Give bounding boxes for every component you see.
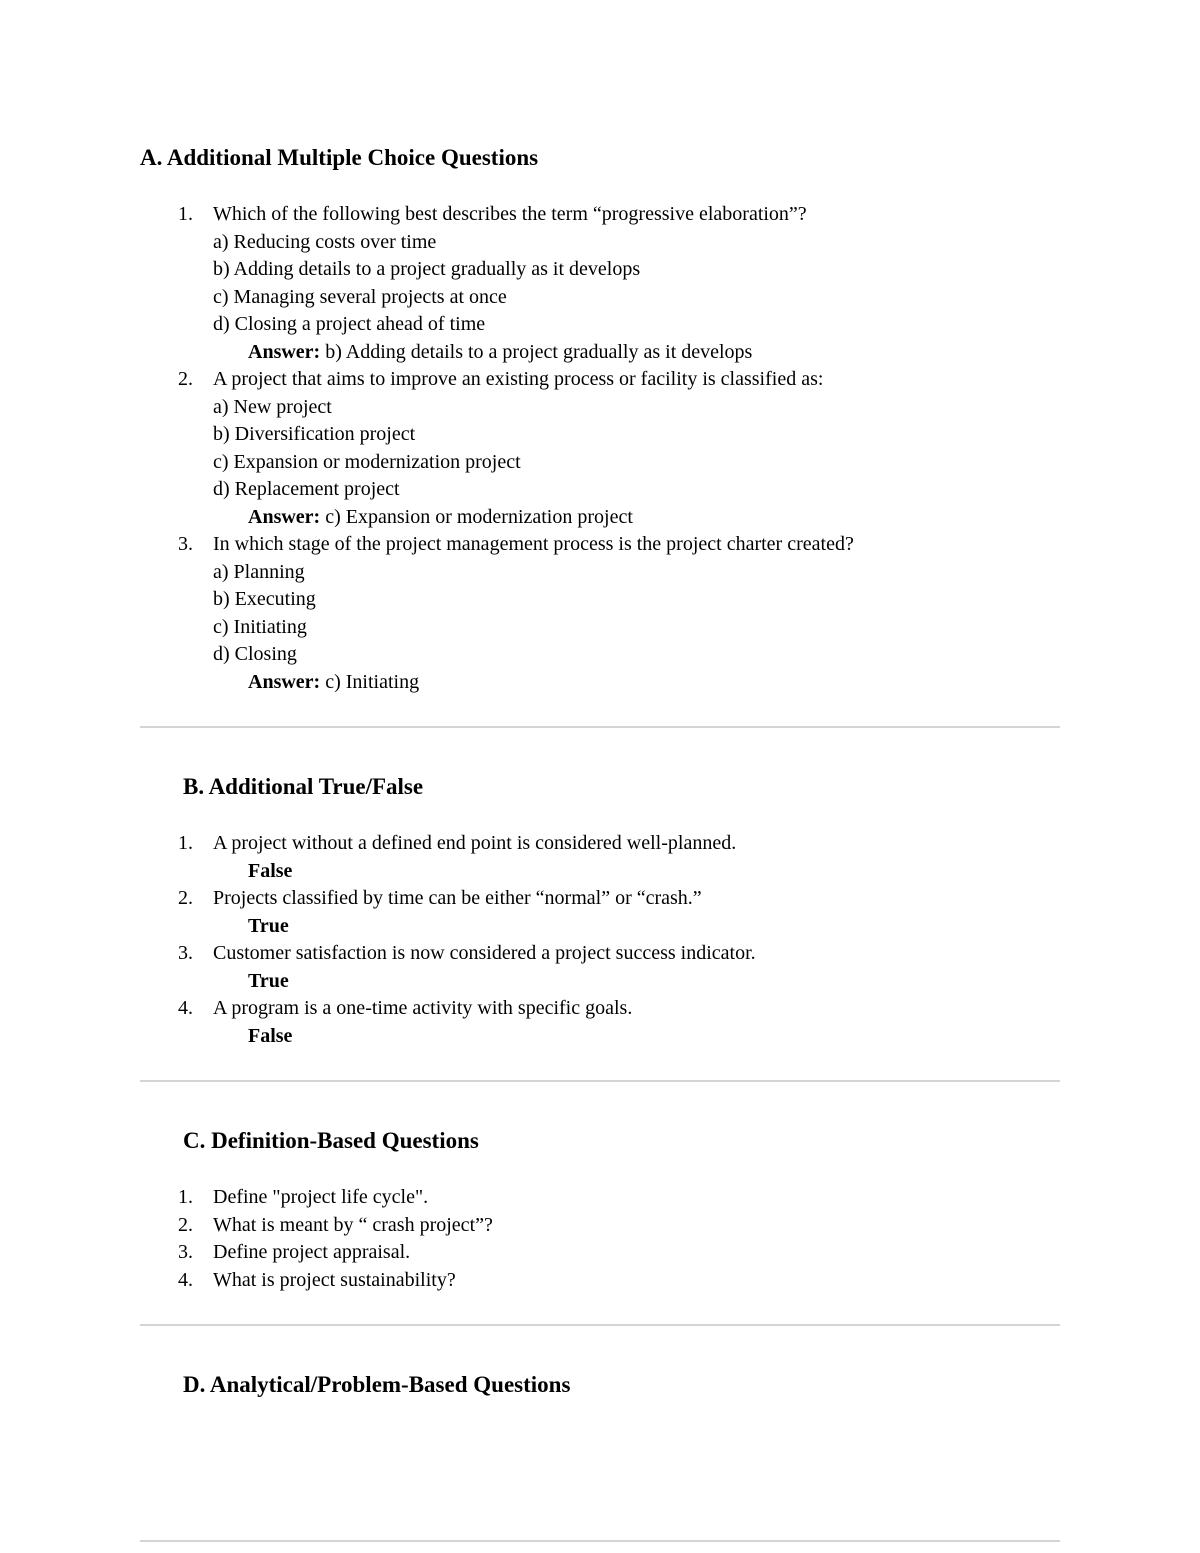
question-item [178,1212,1060,1240]
option-item: c) Managing several projects at once [213,285,507,308]
answer-label: Answer: [248,340,321,363]
option-item: b) Diversification project [213,423,416,445]
question-item [178,366,1060,531]
answer-label: Answer: [248,505,321,528]
option-item: b) Adding details to a project gradually as it develops [213,258,641,280]
question-body [213,995,1060,1050]
option-item: b) Executing [213,588,316,610]
question-item [178,1184,1060,1212]
section-d-heading: D. Analytical/Problem-Based Questions [183,1372,571,1397]
question-item [178,1267,1060,1295]
question-number: 1. [178,1186,193,1208]
tf-list [140,830,1060,1050]
section-divider [140,1324,1060,1326]
question-text: A project that aims to improve an existing process or facility is classified as: [213,368,824,390]
question-number: 2. [178,1213,193,1236]
question-number: 3. [178,533,193,555]
question-number: 1. [178,832,193,854]
definition-list [140,1184,1060,1294]
question-body [213,531,1060,696]
answer-line [248,669,1060,697]
question-number: 2. [178,887,193,909]
question-number: 4. [178,997,193,1019]
mcq-list [140,201,1060,696]
question-body [213,366,1060,531]
question-body [213,885,1060,940]
answer-label: Answer: [248,670,321,693]
question-body [213,201,1060,366]
true-false-answer: True [248,969,289,992]
option-item: d) Replacement project [213,478,400,500]
question-text: What is project sustainability? [213,1268,456,1291]
question-text: Customer satisfaction is now considered a project success indicator. [213,942,756,964]
section-b-heading: B. Additional True/False [183,774,424,799]
question-text: What is meant by “ crash project”? [213,1213,493,1236]
question-item [178,830,1060,885]
option-item: d) Closing a project ahead of time [213,313,486,335]
question-text: In which stage of the project management process is the project charter created? [213,533,854,555]
question-body [213,1212,1060,1240]
question-body [213,940,1060,995]
question-number: 4. [178,1268,193,1291]
question-item [178,531,1060,696]
question-item [178,995,1060,1050]
question-item [178,1239,1060,1267]
section-analytical [140,1370,1060,1400]
option-item: c) Initiating [213,615,307,638]
section-true-false [140,772,1060,1050]
option-item: c) Expansion or modernization project [213,450,521,473]
question-text: Define project appraisal. [213,1241,411,1263]
question-text: A program is a one-time activity with specific goals. [213,997,633,1019]
section-a-heading: A. Additional Multiple Choice Questions [140,145,539,170]
section-divider [140,726,1060,728]
question-body [213,1239,1060,1267]
true-false-answer: False [248,1024,293,1047]
option-item: a) Reducing costs over time [213,230,437,253]
section-c-heading: C. Definition-Based Questions [183,1128,479,1153]
option-item: d) Closing [213,643,297,665]
answer-line [248,339,1060,367]
option-item: a) Planning [213,560,305,583]
question-number: 3. [178,942,193,964]
section-multiple-choice [140,143,1060,696]
question-item [178,201,1060,366]
true-false-answer: False [248,859,293,882]
true-false-answer: True [248,914,289,937]
question-text: A project without a defined end point is considered well-planned. [213,832,737,854]
question-body [213,830,1060,885]
question-text: Which of the following best describes the term “progressive elaboration”? [213,203,807,225]
question-body [213,1267,1060,1295]
answer-text: c) Expansion or modernization project [320,505,633,528]
answer-line [248,504,1060,532]
question-item [178,940,1060,995]
question-item [178,885,1060,940]
answer-text: c) Initiating [320,670,420,693]
answer-text: b) Adding details to a project gradually as it develops [320,340,753,363]
question-number: 2. [178,368,193,390]
question-body [213,1184,1060,1212]
option-item: a) New project [213,395,332,418]
section-divider [140,1540,1060,1542]
section-definitions [140,1126,1060,1294]
section-divider [140,1080,1060,1082]
question-number: 1. [178,203,193,225]
question-text: Projects classified by time can be either “normal” or “crash.” [213,887,702,909]
question-text: Define "project life cycle". [213,1186,429,1208]
question-number: 3. [178,1241,193,1263]
